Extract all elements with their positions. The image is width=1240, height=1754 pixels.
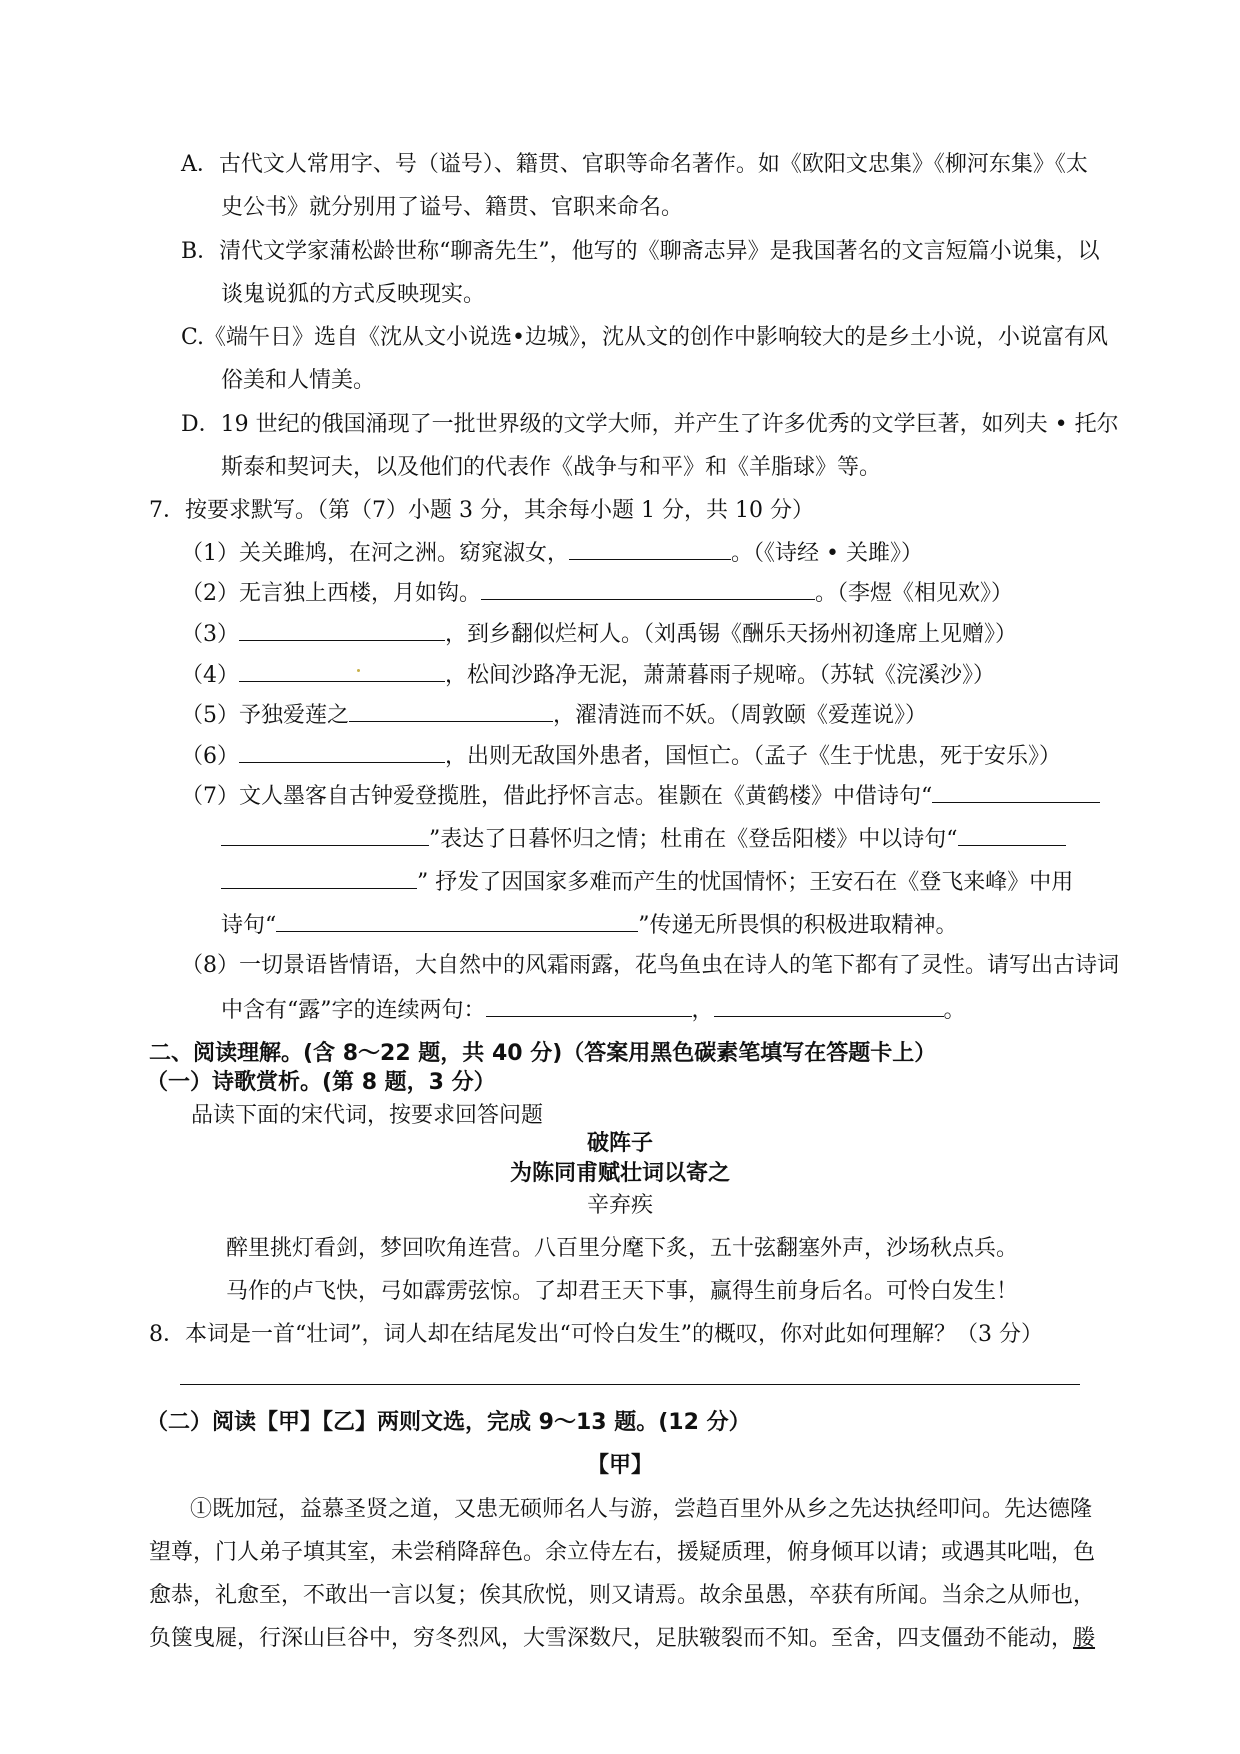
q8-text: 8．本词是一首“壮词”，词人却在结尾发出“可怜白发生”的概叹，你对此如何理解？（3 分） — [149, 1322, 1043, 1347]
q7-item-6 — [181, 740, 1061, 772]
option-a-line2: 史公书》就分别用了谥号、籍贯、官职来命名。 — [221, 195, 684, 220]
q7-item-3 — [181, 618, 1017, 650]
answer-blank[interactable] — [239, 618, 445, 641]
answer-blank[interactable] — [276, 909, 638, 932]
q7-1-source: 。（《诗经 • 关雎》） — [731, 541, 923, 566]
q7-item-8-line2 — [221, 994, 966, 1026]
q8-answer-line[interactable] — [180, 1384, 1080, 1385]
q7-8-comma: ， — [691, 998, 714, 1023]
speck-mark — [357, 669, 360, 672]
q7-item-7-line3 — [221, 866, 1073, 898]
option-b-line2: 谈鬼说狐的方式反映现实。 — [221, 282, 486, 307]
option-d-line1: D．19 世纪的俄国涌现了一批世界级的文学大师，并产生了许多优秀的文学巨著，如列夫 • 托尔 — [181, 412, 1119, 437]
answer-blank[interactable] — [569, 537, 731, 560]
q7-item-2 — [181, 577, 1013, 609]
q7-7-text-1: （7）文人墨客自古钟爱登揽胜，借此抒怀言志。崔颢在《黄鹤楼》中借诗句“ — [181, 784, 933, 809]
q7-7-text-4a: 诗句“ — [221, 913, 277, 938]
option-c-line2: 俗美和人情美。 — [221, 368, 376, 393]
passage-line-4-text: 负箧曳屣，行深山巨谷中，穷冬烈风，大雪深数尺，足肤皲裂而不知。至舍，四支僵劲不能动， — [149, 1626, 1074, 1651]
answer-blank[interactable] — [486, 994, 692, 1017]
section2-heading: 二、阅读理解。(含 8～22 题，共 40 分)（答案用黑色碳素笔填写在答题卡上） — [149, 1041, 937, 1066]
passage-line-1: ①既加冠，益慕圣贤之道，又患无硕师名人与游，尝趋百里外从乡之先达执经叩问。先达德隆 — [190, 1497, 1093, 1522]
q7-item-8-line1: （8）一切景语皆情语，大自然中的风霜雨露，花鸟鱼虫在诗人的笔下都有了灵性。请写出古诗词 — [181, 953, 1120, 978]
q7-2-source: 。（李煜《相见欢》） — [815, 581, 1014, 606]
q7-6-text: ，出则无敌国外患者，国恒亡。（孟子《生于忧患，死于安乐》） — [445, 744, 1062, 769]
q7-3-number: （3） — [181, 622, 239, 647]
q7-5-text: （5）予独爱莲之 — [181, 703, 349, 728]
answer-blank[interactable] — [239, 659, 445, 682]
passage-line-2: 望尊，门人弟子填其室，未尝稍降辞色。余立侍左右，援疑质理，俯身倾耳以请；或遇其叱咄，色 — [149, 1540, 1096, 1565]
underlined-word: 媵 — [1073, 1626, 1096, 1651]
passage-jia-label: 【甲】 — [586, 1453, 653, 1478]
answer-blank[interactable] — [958, 823, 1066, 846]
passage-line-3: 愈恭，礼愈至，不敢出一言以复；俟其欣悦，则又请焉。故余虽愚，卒获有所闻。当余之从师也， — [149, 1583, 1096, 1608]
q7-2-text: （2）无言独上西楼，月如钩。 — [181, 581, 481, 606]
q7-1-text: （1）关关雎鸠，在河之洲。窈窕淑女， — [181, 541, 569, 566]
poem-title: 破阵子 — [586, 1131, 653, 1156]
q7-7-text-4b: ”传递无所畏惧的积极进取精神。 — [638, 913, 958, 938]
q7-8-period: 。 — [943, 998, 966, 1023]
q7-4-number: （4） — [181, 663, 239, 688]
poetry-intro: 品读下面的宋代词，按要求回答问题 — [191, 1103, 544, 1128]
answer-blank[interactable] — [239, 740, 445, 763]
q7-item-7-line2 — [221, 823, 1066, 855]
subsection-classical: （二）阅读【甲】【乙】两则文选，完成 9～13 题。(12 分） — [146, 1410, 751, 1435]
answer-blank[interactable] — [221, 823, 429, 846]
q7-5-source: ，濯清涟而不妖。（周敦颐《爱莲说》） — [553, 703, 928, 728]
poem-author: 辛弃疾 — [586, 1193, 653, 1218]
q7-4-text: ，松间沙路净无泥，萧萧暮雨子规啼。（苏轼《浣溪沙》） — [445, 663, 996, 688]
q7-8-text: 中含有“露”字的连续两句： — [221, 998, 486, 1023]
passage-line-4 — [149, 1624, 1095, 1654]
answer-blank[interactable] — [221, 866, 417, 889]
poem-subtitle: 为陈同甫赋壮词以寄之 — [509, 1161, 730, 1186]
q7-title: 7．按要求默写。（第（7）小题 3 分，其余每小题 1 分，共 10 分） — [149, 498, 814, 523]
q7-7-text-2: ”表达了日暮怀归之情；杜甫在《登岳阳楼》中以诗句“ — [429, 827, 958, 852]
poem-line-1: 醉里挑灯看剑，梦回吹角连营。八百里分麾下炙，五十弦翻塞外声，沙场秋点兵。 — [226, 1236, 1019, 1261]
poem-line-2: 马作的卢飞快，弓如霹雳弦惊。了却君王天下事，赢得生前身后名。可怜白发生！ — [226, 1279, 1019, 1304]
answer-blank[interactable] — [932, 780, 1100, 803]
q7-item-1 — [181, 537, 923, 569]
answer-blank[interactable] — [349, 699, 553, 722]
subsection-poetry: （一）诗歌赏析。(第 8 题，3 分） — [146, 1070, 496, 1095]
answer-blank[interactable] — [714, 994, 944, 1017]
q7-item-7-line1 — [181, 780, 1100, 812]
answer-blank[interactable] — [481, 577, 815, 600]
q7-item-7-line4 — [221, 909, 958, 941]
option-a-line1: A．古代文人常用字、号（谥号）、籍贯、官职等命名著作。如《欧阳文忠集》《柳河东集》《太 — [181, 152, 1088, 177]
option-c-line1: C.《端午日》选自《沈从文小说选•边城》，沈从文的创作中影响较大的是乡土小说，小说富有风 — [181, 325, 1109, 350]
option-b-line1: B．清代文学家蒲松龄世称“聊斋先生”，他写的《聊斋志异》是我国著名的文言短篇小说集，以 — [181, 239, 1100, 264]
q7-item-5 — [181, 699, 927, 731]
option-d-line2: 斯泰和契诃夫，以及他们的代表作《战争与和平》和《羊脂球》等。 — [221, 455, 882, 480]
q7-3-text: ，到乡翻似烂柯人。（刘禹锡《酬乐天扬州初逢席上见赠》） — [445, 622, 1018, 647]
q7-7-text-3: ” 抒发了因国家多难而产生的忧国情怀；王安石在《登飞来峰》中用 — [417, 870, 1074, 895]
q7-6-number: （6） — [181, 744, 239, 769]
q7-item-4 — [181, 659, 995, 691]
